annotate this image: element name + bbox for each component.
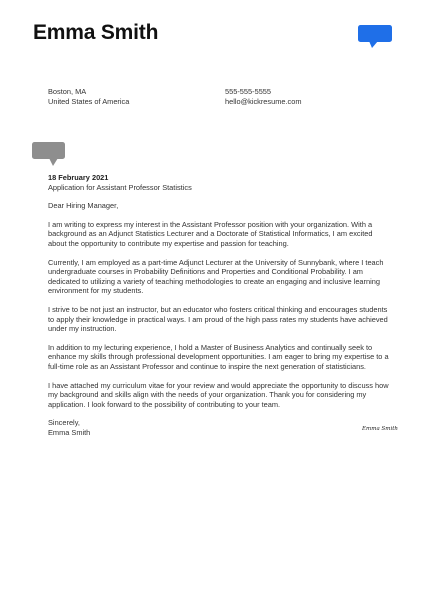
letter-paragraph: In addition to my lecturing experience, I hold a Master of Business Analytics and continually seek to enhance my skills through professional development opportunities. I am eager to bring my expertise to a full-time role as an Assistant Professor and continue to inspire the next generation of statisticians.	[48, 342, 389, 371]
letter-salutation: Dear Hiring Manager,	[48, 201, 119, 211]
speech-bubble-icon	[358, 25, 392, 49]
email-address: hello@kickresume.com	[225, 96, 302, 106]
speech-bubble-icon	[32, 142, 65, 167]
address-block	[48, 87, 129, 106]
closing-name: Emma Smith	[48, 427, 91, 437]
phone-number: 555-555-5555	[225, 87, 272, 96]
contact-details	[225, 87, 302, 106]
letter-paragraph: I strive to be not just an instructor, but an educator who fosters critical thinking and encourages students to apply their knowledge in practical ways. I am proud of the high pass rates my students have achieved under my instruction.	[48, 304, 388, 334]
letter-closing	[48, 418, 393, 437]
handwritten-signature: Emma Smith	[362, 426, 398, 432]
closing-phrase: Sincerely,	[48, 418, 80, 428]
address-country: United States of America	[48, 96, 130, 106]
letter-subject: Application for Assistant Professor Statistics	[48, 182, 192, 192]
letter-paragraph: I am writing to express my interest in the Assistant Professor position with your organization. With a background as an Adjunct Statistics Lecturer and a Doctorate of Statistical Informatics, I am excited about the opportunity to contribute my expertise and passion for teaching.	[48, 219, 373, 248]
applicant-name: Emma Smith	[33, 21, 159, 44]
letter-date: 18 February 2021	[48, 173, 109, 182]
address-city: Boston, MA	[48, 87, 87, 96]
letter-paragraph: Currently, I am employed as a part-time Adjunct Lecturer at the University of Sunnybank, where I teach undergraduate courses in Probability Definitions and Properties and Conditional Probability. I am dedicated to utilizing a variety of teaching methodologies to create an engaging and inclusive learning environment for my students.	[48, 257, 384, 296]
letter-paragraph: I have attached my curriculum vitae for your review and would appreciate the opportunity to discuss how my background and skills align with the needs of your organization. Thank you for considering my application. I look forward to the possibility of contributing to your team.	[48, 380, 389, 409]
letter-body	[48, 173, 393, 437]
